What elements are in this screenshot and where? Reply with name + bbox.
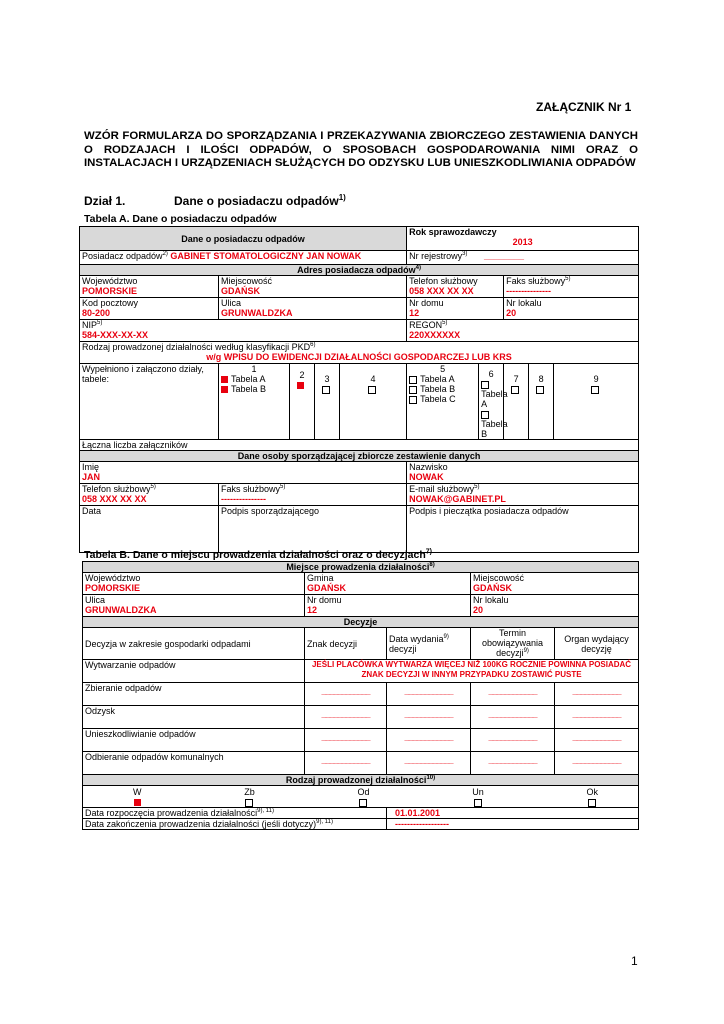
row-generation-label: Wytwarzanie odpadów [83,660,305,683]
part-1: 1 Tabela A Tabela B [219,364,290,440]
local-no-cell: Nr lokalu 20 [504,298,639,320]
part-5: 5 Tabela A Tabela B Tabela C [407,364,479,440]
owner-cell: Posiadacz odpadów$^{2)}$ GABINET STOMATOLOGICZNY JAN NOWAK [80,251,407,265]
decision-scope-head: Decyzja w zakresie gospodarki odpadami [83,628,305,660]
address-head: Adres posiadacza odpadów$^{4)}$ [80,265,639,276]
table-a-caption: Tabela A. Dane o posiadaczu odpadów [84,213,277,225]
blank-field: ____________ [488,709,537,719]
stamp-cell: Podpis i pieczątka posiadacza odpadów [407,506,639,553]
person-phone-cell: Telefon służbowy$^{5)}$ 058 XXX XX XX [80,484,219,506]
part-3: 3 [315,364,340,440]
attachment-label: ZAŁĄCZNIK Nr 1 [536,100,632,114]
blank-field: ____________ [572,686,621,696]
part-2: 2 [290,364,315,440]
owner-value: GABINET STOMATOLOGICZNY JAN NOWAK [170,251,362,261]
end-date-value: ------------------ [387,819,639,830]
table-b-caption: Tabela B. Dane o miejscu prowadzenia działalności oraz o decyzjach$^{7)}$ [84,548,432,561]
activity-w: W [133,787,142,807]
checkbox-icon[interactable] [409,396,417,404]
blank-field: ____________ [321,686,370,696]
zip-cell: Kod pocztowy 80-200 [80,298,219,320]
start-date-label: Data rozpoczęcia prowadzenia działalności$^{9), 11)}$ [83,808,387,819]
blank-field: ____________ [404,732,453,742]
surname-cell: Nazwisko NOWAK [407,462,639,484]
checkbox-icon[interactable] [481,381,489,389]
activity-ok: Ok [586,787,598,807]
checkbox-icon[interactable] [481,411,489,419]
b-street-cell: Ulica GRUNWALDZKA [83,595,305,617]
activity-head: Rodzaj prowadzonej działalności$^{10)}$ [83,775,639,786]
checked-box-icon[interactable] [221,386,228,393]
table-a [79,226,639,553]
pkd-cell: Rodzaj prowadzonej działalności według klasyfikacji PKD$^{6)}$ w/g WPISU DO EWIDENCJI DZIAŁALNOŚCI GOSPODARCZEJ LUB KRS [80,342,639,364]
checkbox-icon[interactable] [409,376,417,384]
table-b [82,561,639,830]
phone-cell: Telefon służbowy 058 XXX XX XX [407,276,504,298]
blank-field: ____________ [321,709,370,719]
checkbox-icon[interactable] [322,386,330,394]
fax-cell: Faks służbowy$^{5)}$ --------------- [504,276,639,298]
form-title: WZÓR FORMULARZA DO SPORZĄDZANIA I PRZEKAZYWANIA ZBIORCZEGO ZESTAWIENIA DANYCH O RODZAJACH I ILOŚCI ODPADÓW, O SPOSOBACH GOSPODAROWANIA NIMI ORAZ O INSTALACJACH I URZĄDZENIACH SŁUŻĄCYCH DO ODZYSKU LUB UNIESZKODLIWIANIA ODPADÓW [84,130,638,169]
checked-box-icon[interactable] [221,376,228,383]
filled-tables-label: Wypełniono i załączono działy, tabele: [80,364,219,440]
part-7: 7 [504,364,529,440]
row-recovery-label: Odzysk [83,706,305,729]
blank-field: ____________ [572,732,621,742]
checked-box-icon[interactable] [297,382,304,389]
date-cell: Data [80,506,219,553]
email-cell: E-mail służbowy$^{5)}$ NOWAK@GABINET.PL [407,484,639,506]
city-cell: Miejscowość GDAŃSK [219,276,407,298]
checkbox-icon[interactable] [359,799,367,807]
signature-cell: Podpis sporządzającego [219,506,407,553]
report-year-value: 2013 [512,237,533,247]
house-no-cell: Nr domu 12 [407,298,504,320]
decision-date-head: Data wydania$^{9)}$ decyzji [387,628,471,660]
generation-note: JEŚLI PLACÓWKA WYTWARZA WIĘCEJ NIŻ 100KG ROCZNIE POWINNA POSIADAĆ ZNAK DECYZJI W INNYM PRZYPADKU ZOSTAWIĆ PUSTE [305,660,639,683]
person-head: Dane osoby sporządzającej zbiorcze zestawienie danych [80,451,639,462]
b-city-cell: Miejscowość GDAŃSK [471,573,639,595]
voivodeship-cell: Województwo POMORSKIE [80,276,219,298]
activity-un: Un [472,787,484,807]
blank-field: ____________ [572,755,621,765]
row-municipal-label: Odbieranie odpadów komunalnych [83,752,305,775]
decision-sign-head: Znak decyzji [305,628,387,660]
end-date-label: Data zakończenia prowadzenia działalności (jeśli dotyczy)$^{9), 11)}$ [83,819,387,830]
blank-field: ____________ [488,686,537,696]
activity-options [83,786,639,808]
activity-zb: Zb [244,787,255,807]
b-voivodeship-cell: Województwo POMORSKIE [83,573,305,595]
section-title: Dane o posiadaczu odpadów$^{1)}$ [174,193,346,208]
part-6: 6 Tabela A Tabela B [479,364,504,440]
activity-od: Od [357,787,369,807]
person-fax-cell: Faks służbowy$^{5)}$ --------------- [219,484,407,506]
part-9: 9 [554,364,639,440]
decisions-head: Decyzje [83,617,639,628]
blank-field: ____________ [488,732,537,742]
decision-authority-head: Organ wydający decyzję [555,628,639,660]
gmina-cell: Gmina GDAŃSK [305,573,471,595]
blank-field: ____________ [321,755,370,765]
regon-cell: REGON$^{5)}$ 220XXXXXX [407,320,639,342]
owner-data-head: Dane o posiadaczu odpadów [80,227,407,251]
blank-field: ____________ [488,755,537,765]
blank-field: ____________ [404,755,453,765]
start-date-value: 01.01.2001 [387,808,639,819]
checkbox-icon[interactable] [511,386,519,394]
part-4: 4 [340,364,407,440]
blank-field: ____________ [404,709,453,719]
checkbox-icon[interactable] [409,386,417,394]
street-cell: Ulica GRUNWALDZKA [219,298,407,320]
section-number: Dział 1. [84,194,126,208]
place-head: Miejsce prowadzenia działalności$^{8)}$ [83,562,639,573]
report-year-cell: Rok sprawozdawczy 2013 [407,227,639,251]
b-local-cell: Nr lokalu 20 [471,595,639,617]
nip-cell: NIP$^{5)}$ 584-XXX-XX-XX [80,320,407,342]
blank-field: ____________ [404,686,453,696]
b-house-cell: Nr domu 12 [305,595,471,617]
blank-field: ____________ [321,732,370,742]
checkbox-icon[interactable] [536,386,544,394]
checkbox-icon[interactable] [245,799,253,807]
attachments-count: Łączna liczba załączników [80,440,639,451]
checkbox-icon[interactable] [591,386,599,394]
row-disposal-label: Unieszkodliwianie odpadów [83,729,305,752]
checkbox-icon[interactable] [588,799,596,807]
registration-cell: Nr rejestrowy$^{3)}$ ________ [407,251,639,265]
decision-term-head: Termin obowiązywania decyzji$^{9)}$ [471,628,555,660]
checked-box-icon[interactable] [134,799,141,806]
checkbox-icon[interactable] [368,386,376,394]
checkbox-icon[interactable] [474,799,482,807]
blank-field: ____________ [572,709,621,719]
page-number: 1 [631,954,638,968]
row-collection-label: Zbieranie odpadów [83,683,305,706]
first-name-cell: Imię JAN [80,462,407,484]
part-8: 8 [529,364,554,440]
